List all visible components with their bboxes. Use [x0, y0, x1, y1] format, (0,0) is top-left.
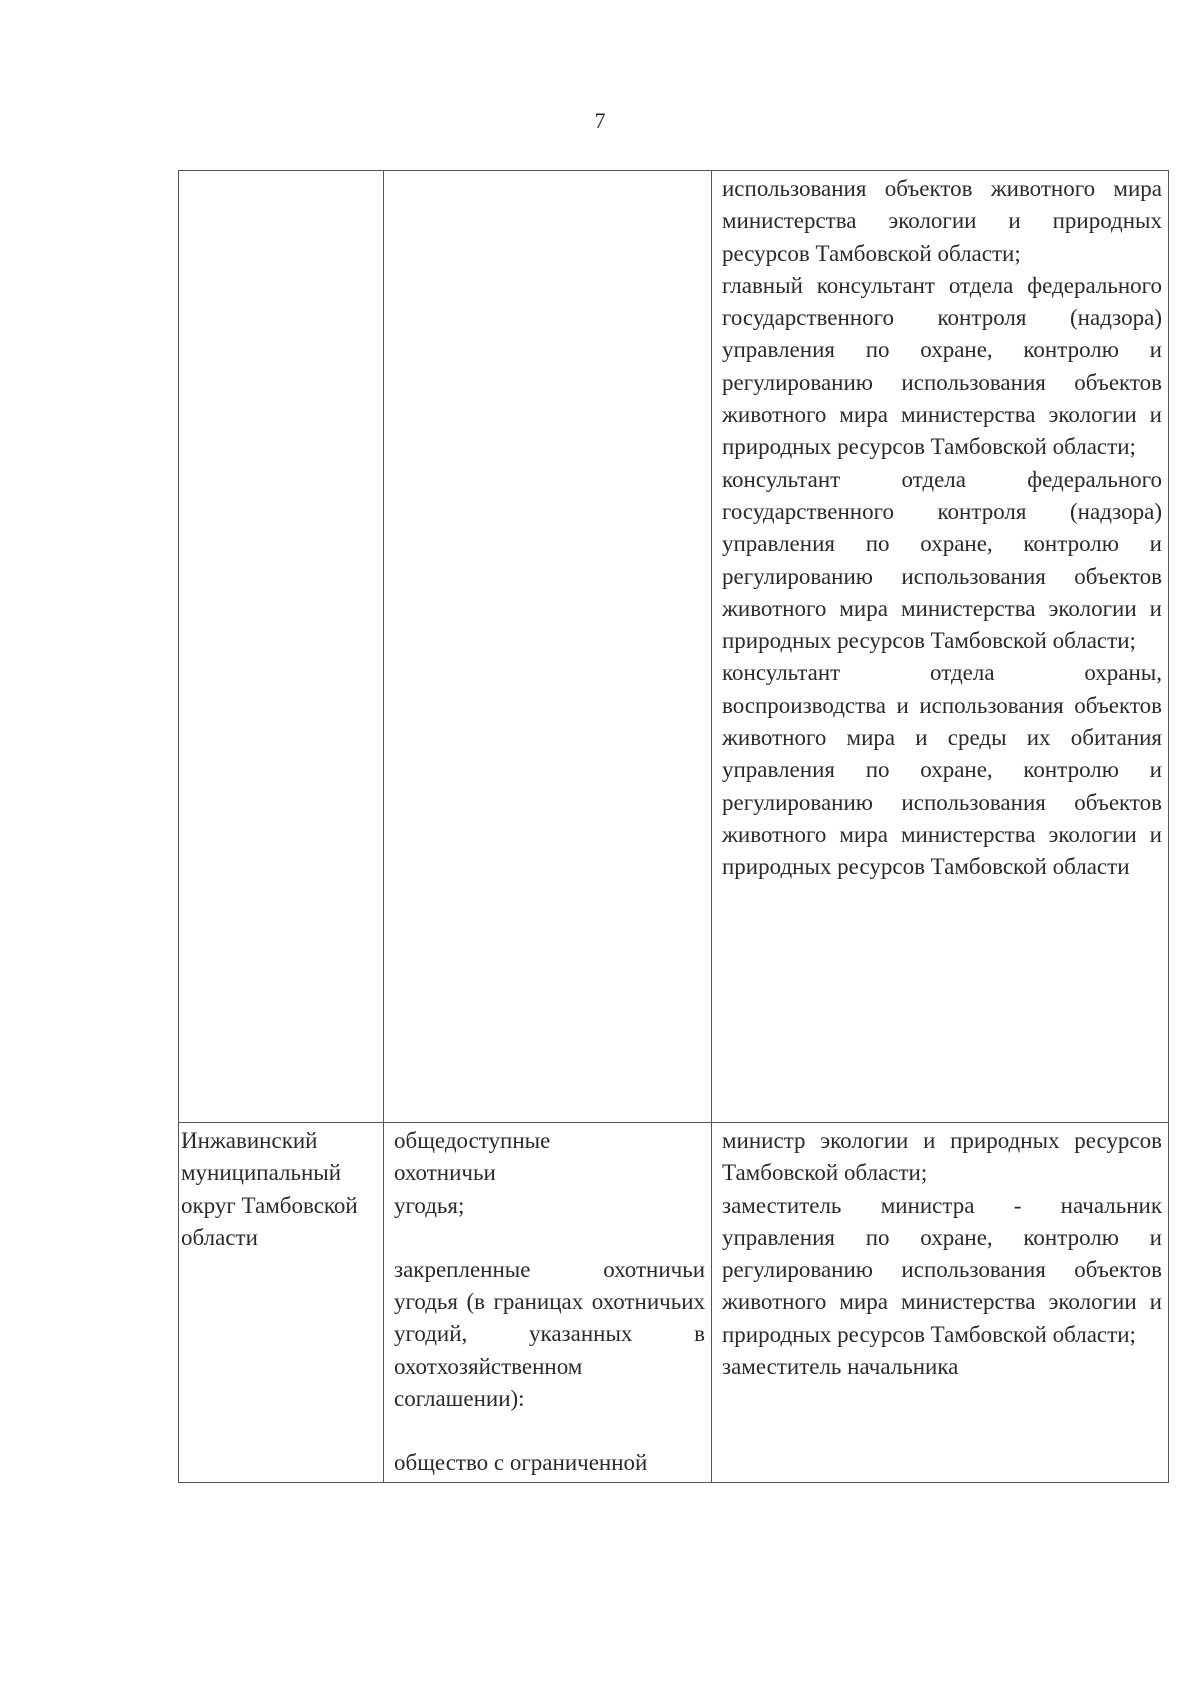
table-row [179, 171, 1169, 1123]
officials-cell [712, 1123, 1169, 1483]
page-number: 7 [594, 108, 606, 133]
officials-list: использования объектов животного мира министерства экологии и природных ресурсов Тамбовской области; главный консультант отдела федерального государственного контроля (надзора) управления по охране, контролю и регулированию использования объектов животного мира министерства экологии и природных ресурсов Тамбовской области; консультант отдела федерального государственного контроля (надзора) управления по охране, контролю и регулированию использования объектов животного мира министерства экологии и природных ресурсов Тамбовской области; консультант отдела охраны, воспроизводства и использования объектов животного мира и среды их обитания управления по охране, контролю и регулированию использования объектов животного мира министерства экологии и природных ресурсов Тамбовской области [722, 176, 1162, 880]
district-name: Инжавинский муниципальный округ Тамбовской области [181, 1128, 358, 1250]
officials-list: министр экологии и природных ресурсов Тамбовской области; заместитель министра - начальник управления по охране, контролю и регулированию использования объектов животного мира министерства экологии и природных ресурсов Тамбовской области; заместитель начальника [722, 1128, 1162, 1380]
hunting-grounds-cell [384, 171, 712, 1123]
hunting-ground-item: общедоступные охотничьи угодья; [394, 1128, 551, 1218]
officials-table [178, 170, 1169, 1483]
district-cell [179, 171, 384, 1123]
hunting-ground-item: закрепленные охотничьи угодья (в границах охотничьих угодий, указанных в охотхозяйственном соглашении): [394, 1256, 705, 1412]
hunting-grounds-cell [384, 1123, 712, 1483]
hunting-ground-item: общество с ограниченной [394, 1450, 648, 1476]
table-row [179, 1123, 1169, 1483]
officials-cell [712, 171, 1169, 1123]
district-cell [179, 1123, 384, 1483]
